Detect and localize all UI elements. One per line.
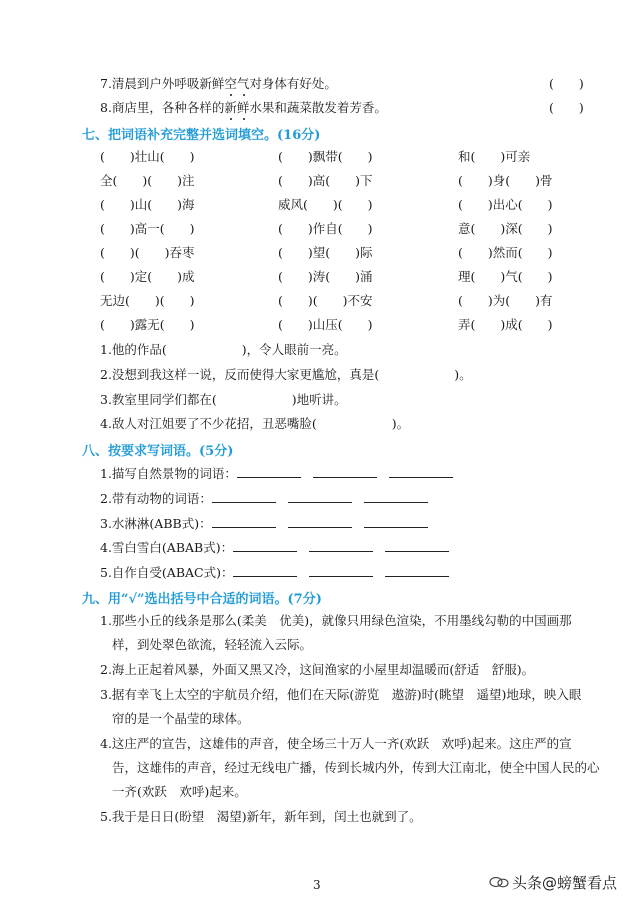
answer-line[interactable] xyxy=(288,490,352,503)
statement-7: 7.清晨到户外呼吸新鲜空气对身体有好处。 xyxy=(100,76,337,91)
emphasis-dot xyxy=(230,94,232,96)
idiom-cell[interactable]: 全( )( )注 xyxy=(100,173,195,188)
answer-line[interactable] xyxy=(364,490,428,503)
word-prompt-label: 1.描写自然景物的词语： xyxy=(100,466,237,481)
answer-line[interactable] xyxy=(212,490,276,503)
idiom-cell[interactable]: ( )作自( ) xyxy=(278,221,373,236)
answer-line[interactable] xyxy=(233,564,297,577)
answer-line[interactable] xyxy=(309,564,373,577)
word-prompt-4 xyxy=(100,539,449,556)
fill-sentence-4[interactable]: 4.敌人对江姐要了不少花招，丑恶嘴脸( )。 xyxy=(100,416,410,431)
word-prompt-label: 3.水淋淋(ABB式)： xyxy=(100,516,212,531)
word-prompt-2 xyxy=(100,490,428,507)
answer-line[interactable] xyxy=(233,539,297,552)
idiom-cell[interactable]: ( )然而( ) xyxy=(458,245,553,260)
choice-line[interactable]: 5.我于是日日(盼望 渴望)新年，新年到，闰土也就到了。 xyxy=(100,809,422,824)
answer-box-8[interactable]: ( ) xyxy=(549,100,584,115)
idiom-cell[interactable]: ( )为( )有 xyxy=(458,293,553,308)
page-number: 3 xyxy=(313,878,321,892)
idiom-cell[interactable]: ( )望( )际 xyxy=(278,245,373,260)
choice-line[interactable]: 一齐(欢跃 欢呼)起来。 xyxy=(112,784,247,799)
idiom-cell[interactable]: ( )( )吞枣 xyxy=(100,245,195,260)
answer-line[interactable] xyxy=(385,539,449,552)
watermark: 头条@螃蟹看点 xyxy=(512,874,618,892)
idiom-cell[interactable]: 和( )可亲 xyxy=(458,149,531,164)
emphasis-dot xyxy=(243,94,245,96)
choice-line[interactable]: 4.这庄严的宣告，这雄伟的声音，使全场三十万人一齐(欢跃 欢呼)起来。这庄严的宣 xyxy=(100,736,572,751)
section-7-title: 七、把词语补充完整并选词填空。(16分) xyxy=(82,128,321,143)
idiom-cell[interactable]: 无边( )( ) xyxy=(100,293,195,308)
idiom-cell[interactable]: 威风( )( ) xyxy=(278,197,373,212)
idiom-cell[interactable]: ( )高( )下 xyxy=(278,173,373,188)
idiom-cell[interactable]: ( )山压( ) xyxy=(278,317,373,332)
idiom-cell[interactable]: 意( )深( ) xyxy=(458,221,553,236)
word-prompt-1 xyxy=(100,465,453,482)
idiom-cell[interactable]: ( )高一( ) xyxy=(100,221,195,236)
idiom-cell[interactable]: ( )露无( ) xyxy=(100,317,195,332)
idiom-cell[interactable]: ( )壮山( ) xyxy=(100,149,195,164)
idiom-cell[interactable]: ( )涛( )涌 xyxy=(278,269,373,284)
idiom-cell[interactable]: ( )身( )骨 xyxy=(458,173,553,188)
answer-box-7[interactable]: ( ) xyxy=(549,76,584,91)
choice-line: 样，到处翠色欲流，轻轻流入云际。 xyxy=(112,637,313,652)
wechat-icon xyxy=(489,876,509,888)
answer-line[interactable] xyxy=(389,465,453,478)
idiom-cell[interactable]: 弄( )成( ) xyxy=(458,317,553,332)
idiom-cell[interactable]: ( )飘带( ) xyxy=(278,149,373,164)
answer-line[interactable] xyxy=(212,515,276,528)
fill-sentence-3[interactable]: 3.教室里同学们都在( )地听讲。 xyxy=(100,392,347,407)
idiom-cell[interactable]: ( )定( )成 xyxy=(100,269,195,284)
answer-line[interactable] xyxy=(309,539,373,552)
word-prompt-label: 5.自作自受(ABAC式)： xyxy=(100,565,234,580)
idiom-cell[interactable]: ( )出心( ) xyxy=(458,197,553,212)
answer-line[interactable] xyxy=(237,465,301,478)
word-prompt-5 xyxy=(100,564,449,581)
idiom-cell[interactable]: ( )( )不安 xyxy=(278,293,373,308)
section-8-title: 八、按要求写词语。(5分) xyxy=(82,444,234,459)
fill-sentence-1[interactable]: 1.他的作品( )，令人眼前一亮。 xyxy=(100,342,347,357)
choice-line: 告，这雄伟的声音，经过无线电广播，传到长城内外，传到大江南北，使全中国人民的心 xyxy=(112,760,600,775)
section-9-title: 九、用“√”选出括号中合适的词语。(7分) xyxy=(82,592,322,607)
choice-line[interactable]: 3.据有幸飞上太空的宇航员介绍，他们在天际(游览 遨游)时(眺望 遥望)地球，映入眼 xyxy=(100,687,582,702)
word-prompt-label: 4.雪白雪白(ABAB式)： xyxy=(100,540,234,555)
word-prompt-label: 2.带有动物的词语： xyxy=(100,491,212,506)
answer-line[interactable] xyxy=(313,465,377,478)
word-prompt-3 xyxy=(100,515,428,532)
idiom-cell[interactable]: 理( )气( ) xyxy=(458,269,553,284)
choice-line: 帘的是一个晶莹的球体。 xyxy=(112,711,250,726)
emphasis-dot xyxy=(243,118,245,120)
answer-line[interactable] xyxy=(385,564,449,577)
emphasis-dot xyxy=(230,118,232,120)
statement-8: 8.商店里，各种各样的新鲜水果和蔬菜散发着芳香。 xyxy=(100,100,387,115)
fill-sentence-2[interactable]: 2.没想到我这样一说，反而使得大家更尴尬，真是( )。 xyxy=(100,367,472,382)
choice-line[interactable]: 2.海上正起着风暴，外面又黑又冷，这间渔家的小屋里却温暖而(舒适 舒服)。 xyxy=(100,662,535,677)
choice-line[interactable]: 1.那些小丘的线条是那么(柔美 优美)，就像只用绿色渲染，不用墨线勾勒的中国画那 xyxy=(100,613,572,628)
answer-line[interactable] xyxy=(364,515,428,528)
answer-line[interactable] xyxy=(288,515,352,528)
idiom-cell[interactable]: ( )山( )海 xyxy=(100,197,195,212)
